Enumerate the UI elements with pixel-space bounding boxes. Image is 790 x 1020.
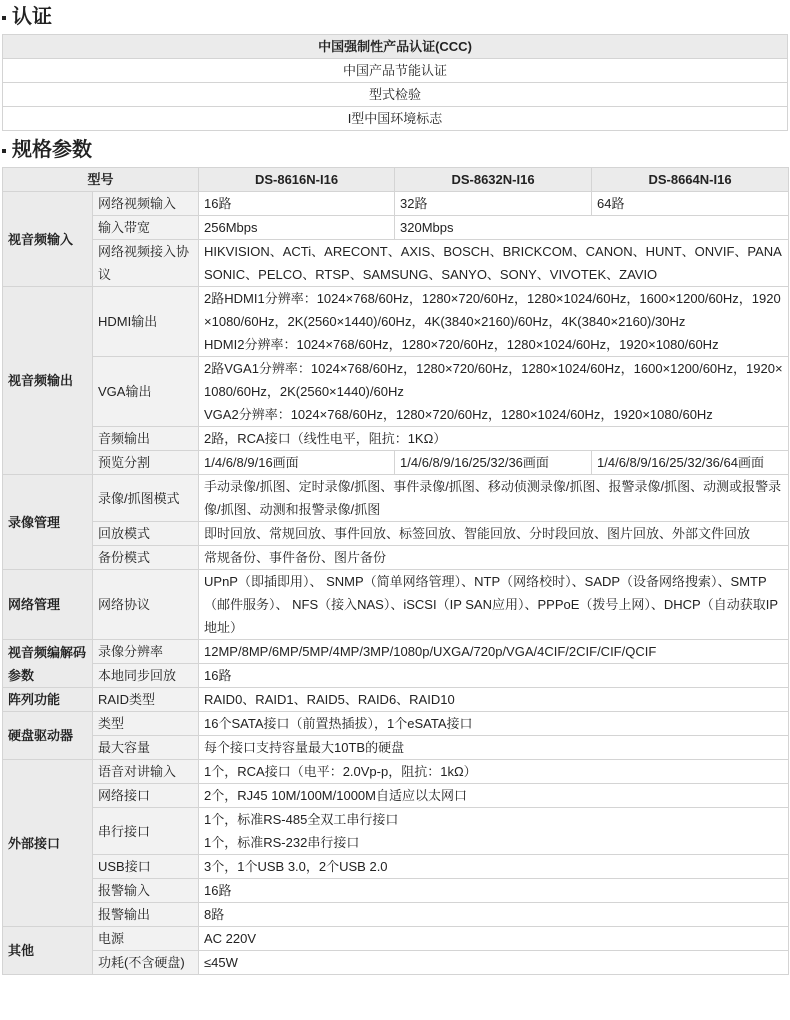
spec-group-label: 视音频输出: [3, 287, 93, 475]
cert-item: 中国产品节能认证: [3, 59, 788, 83]
spec-value: 16路: [199, 664, 789, 688]
spec-row: [3, 192, 789, 216]
spec-row: [3, 475, 789, 522]
spec-param-label: 报警输入: [93, 879, 199, 903]
spec-param-label: 回放模式: [93, 522, 199, 546]
spec-group-label: 网络管理: [3, 570, 93, 640]
spec-param-label: 网络视频接入协议: [93, 240, 199, 287]
spec-row: [3, 855, 789, 879]
spec-value: 64路: [592, 192, 789, 216]
spec-group-label: 阵列功能: [3, 688, 93, 712]
spec-param-label: 语音对讲输入: [93, 760, 199, 784]
spec-param-label: 预览分割: [93, 451, 199, 475]
cert-item: I型中国环境标志: [3, 107, 788, 131]
spec-value: UPnP（即插即用）、 SNMP（简单网络管理）、NTP（网络校时）、SADP（设备网络搜索）、SMTP（邮件服务）、 NFS（接入NAS）、iSCSI（IP SAN应用）、PPPoE（拨号上网）、DHCP（自动获取IP地址）: [199, 570, 789, 640]
spec-value: RAID0、RAID1、RAID5、RAID6、RAID10: [199, 688, 789, 712]
spec-row: [3, 951, 789, 975]
spec-param-label: 最大容量: [93, 736, 199, 760]
spec-row: [3, 760, 789, 784]
spec-row: [3, 427, 789, 451]
spec-value: 32路: [395, 192, 592, 216]
spec-param-label: USB接口: [93, 855, 199, 879]
spec-row: [3, 357, 789, 427]
spec-value: 1/4/6/8/9/16画面: [199, 451, 395, 475]
spec-value: 即时回放、常规回放、事件回放、标签回放、智能回放、分时段回放、图片回放、外部文件回放: [199, 522, 789, 546]
spec-row: [3, 903, 789, 927]
spec-row: [3, 640, 789, 664]
bullet-icon: [2, 149, 6, 153]
cert-row: [3, 59, 788, 83]
spec-param-label: 报警输出: [93, 903, 199, 927]
spec-group-label: 录像管理: [3, 475, 93, 570]
spec-value: 2路，RCA接口（线性电平，阻抗：1KΩ）: [199, 427, 789, 451]
model-header: DS-8664N-I16: [592, 168, 789, 192]
bullet-icon: [2, 16, 6, 20]
spec-param-label: 网络接口: [93, 784, 199, 808]
spec-param-label: 音频输出: [93, 427, 199, 451]
spec-row: [3, 879, 789, 903]
spec-row: [3, 712, 789, 736]
spec-value: 12MP/8MP/6MP/5MP/4MP/3MP/1080p/UXGA/720p/VGA/4CIF/2CIF/CIF/QCIF: [199, 640, 789, 664]
spec-value: 16路: [199, 192, 395, 216]
spec-param-label: HDMI输出: [93, 287, 199, 357]
spec-value: 2路HDMI1分辨率：1024×768/60Hz，1280×720/60Hz，1280×1024/60Hz，1600×1200/60Hz，1920×1080/60Hz，2K(2560×1440)/60Hz，4K(3840×2160)/60Hz，4K(3840×2160)/30Hz HDMI2分辨率：1024×768/60Hz，1280×720/60Hz，1280×1024/60Hz，1920×1080/60Hz: [199, 287, 789, 357]
spec-value: 16个SATA接口（前置热插拔），1个eSATA接口: [199, 712, 789, 736]
spec-row: [3, 216, 789, 240]
spec-param-label: 本地同步回放: [93, 664, 199, 688]
spec-value: 常规备份、事件备份、图片备份: [199, 546, 789, 570]
cert-row: [3, 107, 788, 131]
spec-param-label: 类型: [93, 712, 199, 736]
spec-value: 1个，RCA接口（电平：2.0Vp-p，阻抗：1kΩ）: [199, 760, 789, 784]
spec-row: [3, 287, 789, 357]
spec-param-label: 串行接口: [93, 808, 199, 855]
spec-param-label: 网络协议: [93, 570, 199, 640]
cert-item: 型式检验: [3, 83, 788, 107]
spec-row: [3, 927, 789, 951]
spec-group-label: 外部接口: [3, 760, 93, 927]
cert-row: [3, 83, 788, 107]
spec-row: [3, 570, 789, 640]
spec-value: AC 220V: [199, 927, 789, 951]
spec-row: [3, 546, 789, 570]
spec-param-label: 功耗(不含硬盘): [93, 951, 199, 975]
cert-section-title: 认证: [0, 0, 790, 34]
spec-value: 手动录像/抓图、定时录像/抓图、事件录像/抓图、移动侦测录像/抓图、报警录像/抓图、动测或报警录像/抓图、动测和报警录像/抓图: [199, 475, 789, 522]
spec-row: [3, 736, 789, 760]
spec-value: 每个接口支持容量最大10TB的硬盘: [199, 736, 789, 760]
cert-item: 中国强制性产品认证(CCC): [3, 35, 788, 59]
spec-value: HIKVISION、ACTi、ARECONT、AXIS、BOSCH、BRICKCOM、CANON、HUNT、ONVIF、PANASONIC、PELCO、RTSP、SAMSUNG、SANYO、SONY、VIVOTEK、ZAVIO: [199, 240, 789, 287]
spec-header-row: [3, 168, 789, 192]
spec-value: 1/4/6/8/9/16/25/32/36/64画面: [592, 451, 789, 475]
spec-row: [3, 240, 789, 287]
model-header: DS-8616N-I16: [199, 168, 395, 192]
spec-value: 1个，标准RS-485全双工串行接口 1个，标准RS-232串行接口: [199, 808, 789, 855]
spec-group-label: 视音频编解码参数: [3, 640, 93, 688]
spec-group-label: 其他: [3, 927, 93, 975]
spec-param-label: 网络视频输入: [93, 192, 199, 216]
spec-param-label: RAID类型: [93, 688, 199, 712]
spec-param-label: VGA输出: [93, 357, 199, 427]
spec-section-title: 规格参数: [0, 133, 790, 167]
model-label: 型号: [3, 168, 199, 192]
spec-value: 1/4/6/8/9/16/25/32/36画面: [395, 451, 592, 475]
spec-row: [3, 784, 789, 808]
spec-value: 256Mbps: [199, 216, 395, 240]
spec-value: 16路: [199, 879, 789, 903]
spec-value: ≤45W: [199, 951, 789, 975]
spec-group-label: 硬盘驱动器: [3, 712, 93, 760]
spec-param-label: 输入带宽: [93, 216, 199, 240]
spec-group-label: 视音频输入: [3, 192, 93, 287]
spec-param-label: 备份模式: [93, 546, 199, 570]
spec-row: [3, 808, 789, 855]
spec-row: [3, 522, 789, 546]
spec-value: 2路VGA1分辨率：1024×768/60Hz，1280×720/60Hz，1280×1024/60Hz，1600×1200/60Hz，1920×1080/60Hz，2K(2560×1440)/60Hz VGA2分辨率：1024×768/60Hz，1280×720/60Hz，1280×1024/60Hz，1920×1080/60Hz: [199, 357, 789, 427]
model-header: DS-8632N-I16: [395, 168, 592, 192]
cert-row: [3, 35, 788, 59]
spec-row: [3, 688, 789, 712]
cert-table: [2, 34, 788, 131]
spec-value: 8路: [199, 903, 789, 927]
spec-table: [2, 167, 789, 975]
spec-param-label: 录像分辨率: [93, 640, 199, 664]
spec-value: 3个，1个USB 3.0，2个USB 2.0: [199, 855, 789, 879]
spec-row: [3, 664, 789, 688]
spec-param-label: 录像/抓图模式: [93, 475, 199, 522]
spec-param-label: 电源: [93, 927, 199, 951]
spec-value: 2个，RJ45 10M/100M/1000M自适应以太网口: [199, 784, 789, 808]
spec-row: [3, 451, 789, 475]
spec-value: 320Mbps: [395, 216, 789, 240]
